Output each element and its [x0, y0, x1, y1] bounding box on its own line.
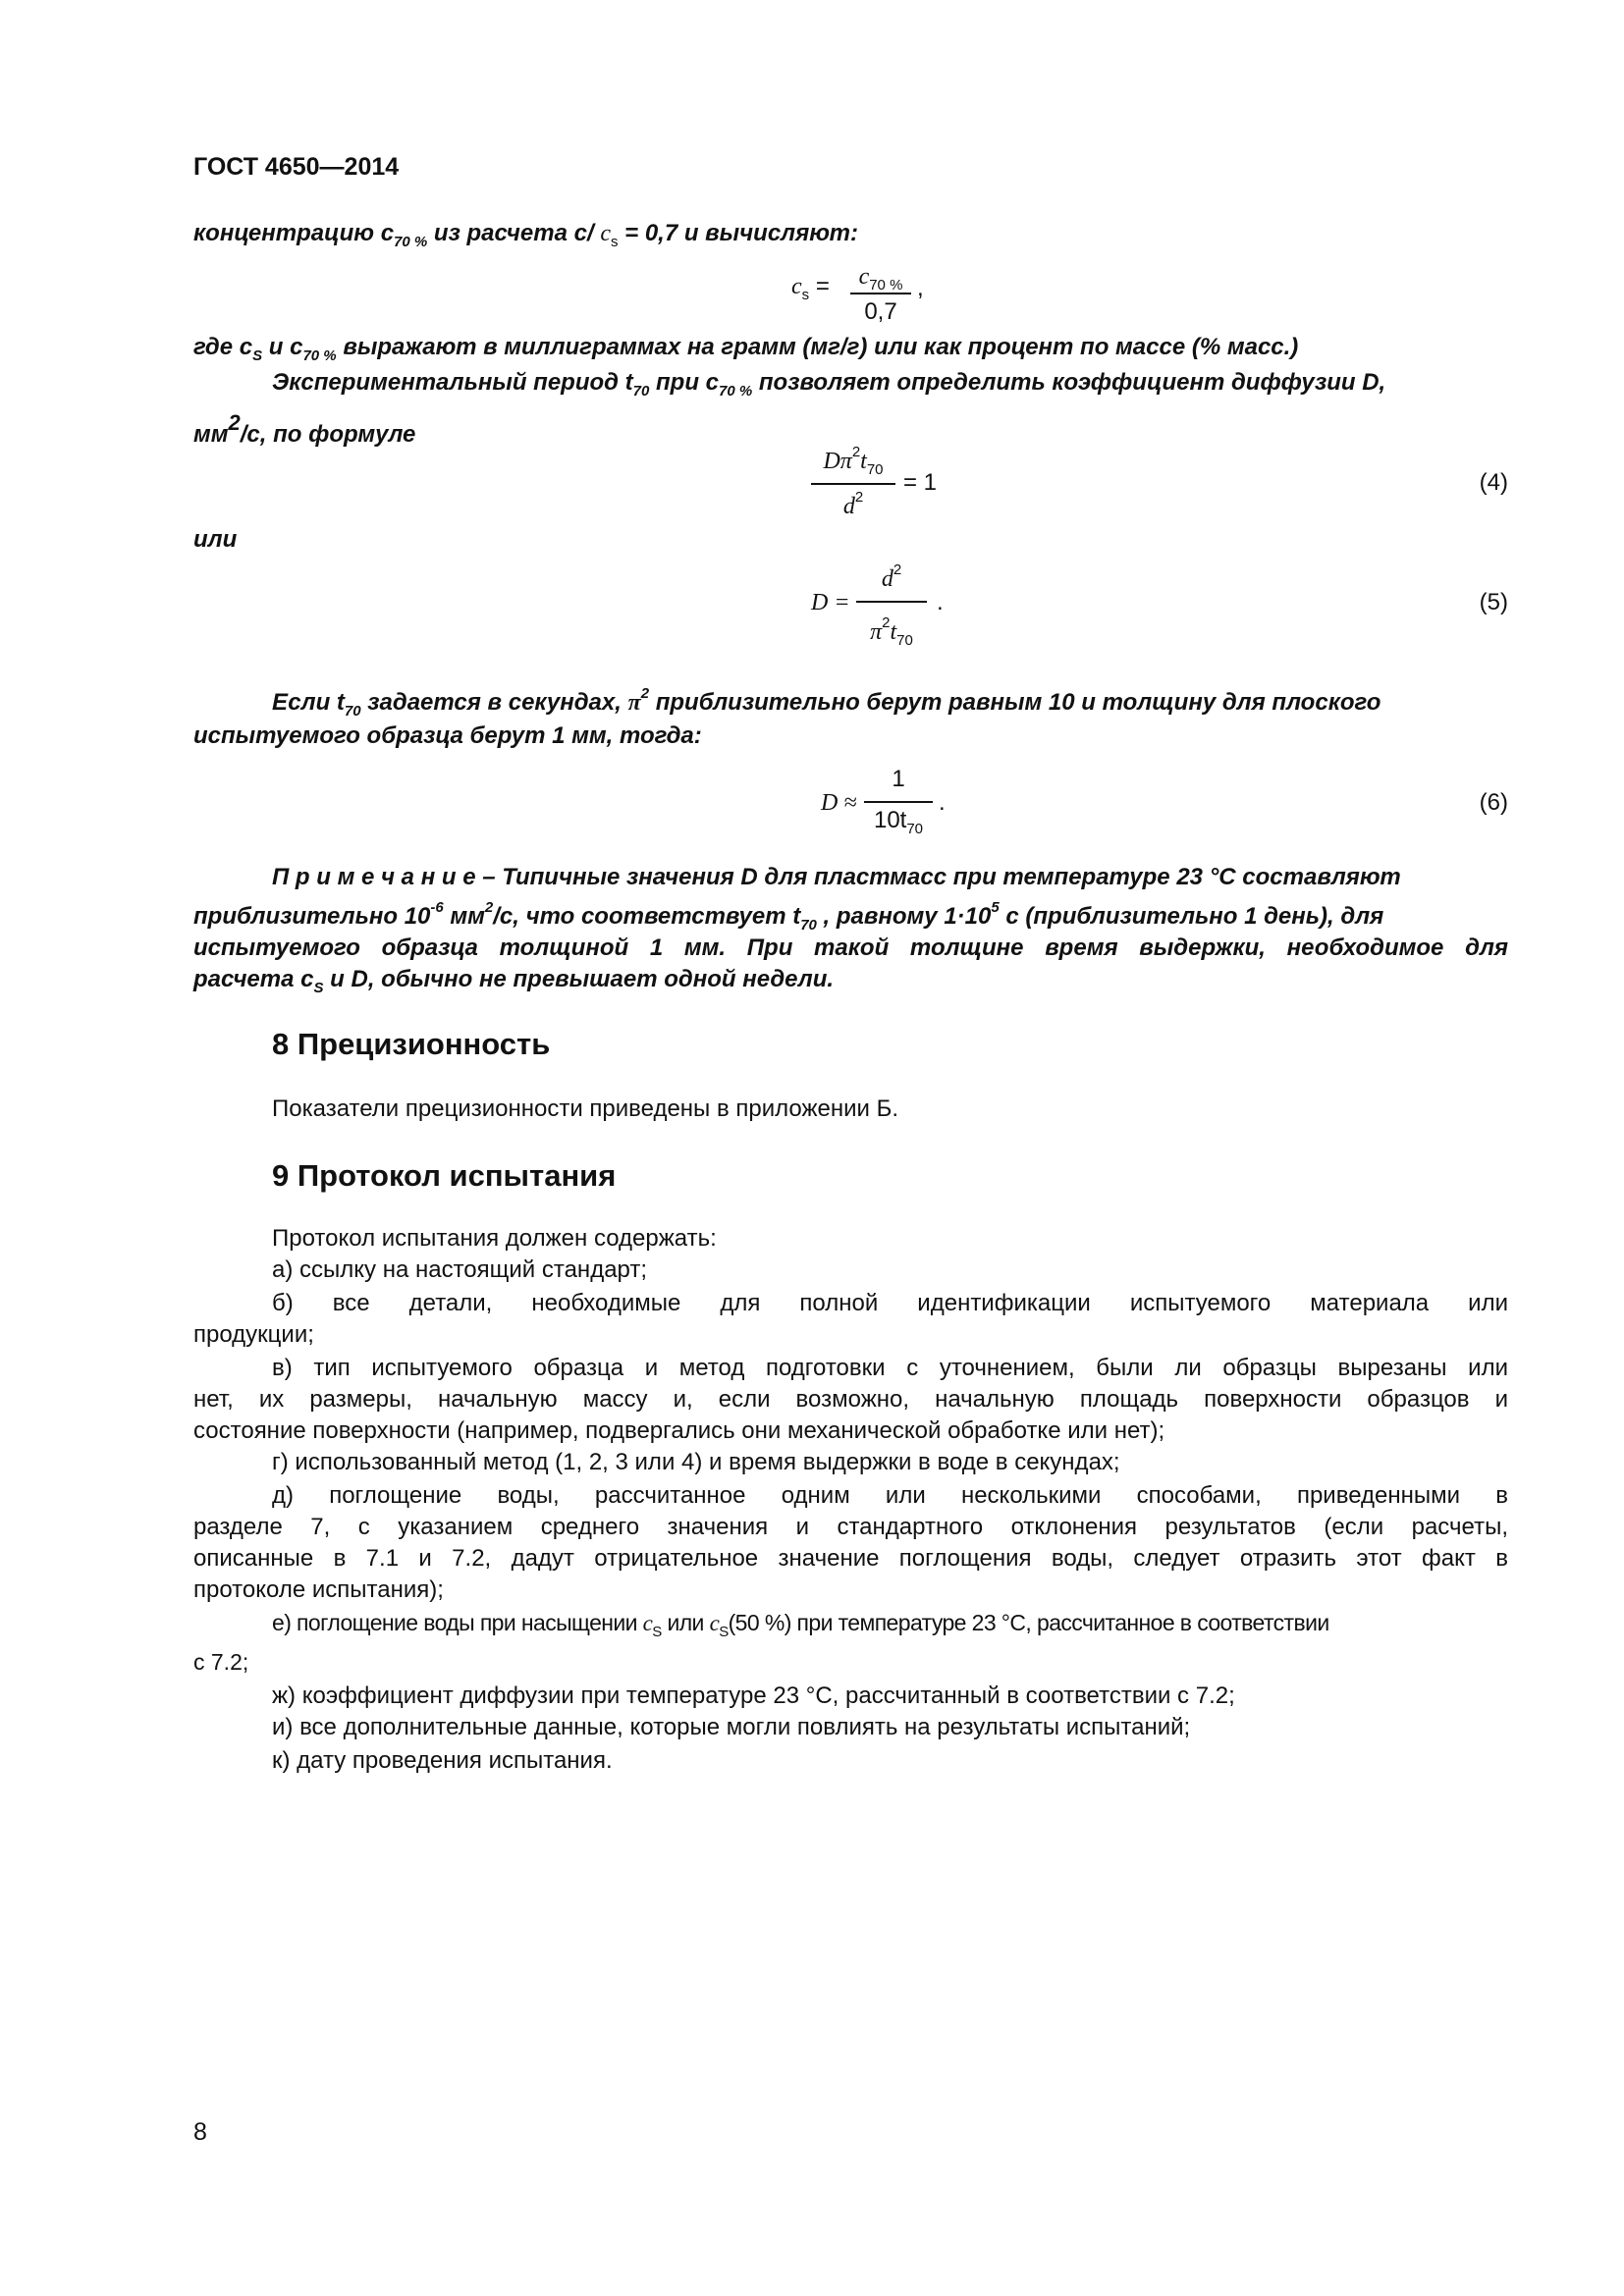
protocol-item-g: г) использованный метод (1, 2, 3 или 4) и время выдержки в воде в секундах; [272, 1449, 1120, 1475]
protocol-item-d-line-4: протоколе испытания); [193, 1576, 444, 1603]
protocol-item-d-line-3: описанные в 7.1 и 7.2, дадут отрицательное значение поглощения воды, следует отразить этот факт в [193, 1545, 1508, 1572]
fraction-denominator: $d^2$ [842, 489, 864, 519]
equation-6-lhs: D ≈ [821, 790, 857, 816]
equation-5-label: (5) [1479, 589, 1508, 615]
protocol-item-v-line-2: нет, их размеры, начальную массу и, если возможно, начальную площадь поверхности образцов и [193, 1386, 1508, 1413]
protocol-item-b-line-2: продукции; [193, 1321, 314, 1348]
thickness-line: испытуемого образца берут 1 мм, тогда: [193, 722, 702, 749]
protocol-item-v-line-1: в) тип испытуемого образца и метод подготовки с уточнением, были ли образцы вырезаны или [272, 1355, 1508, 1381]
section-9-heading: 9 Протокол испытания [272, 1158, 617, 1193]
note-line-3: испытуемого образца толщиной 1 мм. При такой толщине время выдержки, необходимое для [193, 934, 1508, 961]
fraction-numerator: $D\pi^2t_{70}$ [823, 444, 884, 478]
protocol-item-zh: ж) коэффициент диффузии при температуре 23 °С, рассчитанный в соответствии с 7.2; [272, 1682, 1235, 1709]
fraction-denominator: 0,7 [864, 298, 897, 325]
formula-intro-line: мм2/с, по формуле [193, 410, 416, 448]
equation-5-lhs: D = [811, 590, 850, 615]
fraction-bar [856, 601, 927, 603]
equation-5-period: . [937, 589, 944, 615]
section-8-text: Показатели прецизионности приведены в приложении Б. [272, 1095, 899, 1122]
protocol-item-v-line-3: состояние поверхности (например, подвергались они механической обработке или нет); [193, 1417, 1165, 1444]
protocol-intro: Протокол испытания должен содержать: [272, 1225, 717, 1252]
protocol-item-i: и) все дополнительные данные, которые могли повлиять на результаты испытаний; [272, 1714, 1191, 1740]
fraction-bar [864, 801, 933, 803]
page-number: 8 [193, 2118, 207, 2146]
note-line-2: приблизительно $10^{-6}$ $мм^2/с$, что соответствует $t_{70}$ , равному $1\cdot 10^5$ с (приблизительно 1 день), для [193, 899, 1384, 934]
protocol-item-e-line-1: е) поглощение воды при насыщении $c_S$ или $c_S(50$ %) при температуре 23 °С, рассчитанное в соответствии [272, 1610, 1329, 1640]
fraction-numerator: 1 [892, 766, 905, 792]
equation-5-fraction [856, 558, 927, 654]
protocol-item-d-line-2: разделе 7, с указанием среднего значения и стандартного отклонения результатов (если расчеты, [193, 1514, 1508, 1540]
note-line-4: расчета $c_S$ и D, обычно не превышает одной недели. [193, 966, 835, 996]
equation-4-fraction [811, 444, 895, 524]
units-line: где $c_S$ и $c_{70 \%}$ выражают в миллиграммах на грамм (мг/г) или как процент по массе (% масс.) [193, 334, 1299, 364]
equation-cs-lhs: $c_s$ = [791, 273, 830, 303]
equation-6-period: . [939, 789, 946, 816]
concentration-line: концентрацию $c_{70 \%}$ из расчета c/ $c_s = 0,7$ и вычисляют: [193, 220, 859, 250]
protocol-item-b-line-1: б) все детали, необходимые для полной идентификации испытуемого материала или [272, 1290, 1508, 1316]
fraction-bar [850, 293, 911, 294]
protocol-item-a: а) ссылку на настоящий стандарт; [272, 1256, 648, 1283]
experimental-period-line: Экспериментальный период $t_{70}$ при $c_{70 \%}$ позволяет определить коэффициент диффузии D, [272, 369, 1386, 400]
protocol-item-k: к) дату проведения испытания. [272, 1747, 613, 1774]
protocol-item-d-line-1: д) поглощение воды, рассчитанное одним или несколькими способами, приведенными в [272, 1482, 1508, 1509]
equation-6-fraction [864, 766, 933, 844]
equation-4-rhs: = 1 [903, 469, 938, 496]
fraction-denominator: $\pi^2t_{70}$ [870, 614, 913, 649]
fraction-bar [811, 483, 895, 485]
fraction-numerator: $c_{70 \%}$ [858, 264, 903, 294]
note-line-1: П р и м е ч а н и е – Типичные значения D для пластмасс при температуре 23 °С составляют [272, 864, 1401, 890]
document-header: ГОСТ 4650—2014 [193, 153, 400, 181]
note-title: П р и м е ч а н и е [272, 864, 476, 890]
protocol-item-e-line-2: с 7.2; [193, 1649, 249, 1675]
section-8-heading: 8 Прецизионность [272, 1027, 551, 1061]
equation-cs-comma: , [917, 275, 924, 301]
seconds-condition-line: Если $t_{70}$ задается в секундах, $\pi^2$ приблизительно берут равным 10 и толщину для плоского [272, 685, 1381, 720]
equation-6-label: (6) [1479, 789, 1508, 816]
fraction-denominator: $10t_{70}$ [873, 807, 924, 837]
equation-cs-fraction [850, 263, 911, 332]
equation-4-label: (4) [1479, 469, 1508, 496]
or-label: или [193, 526, 238, 553]
fraction-numerator: $d^2$ [881, 561, 902, 592]
